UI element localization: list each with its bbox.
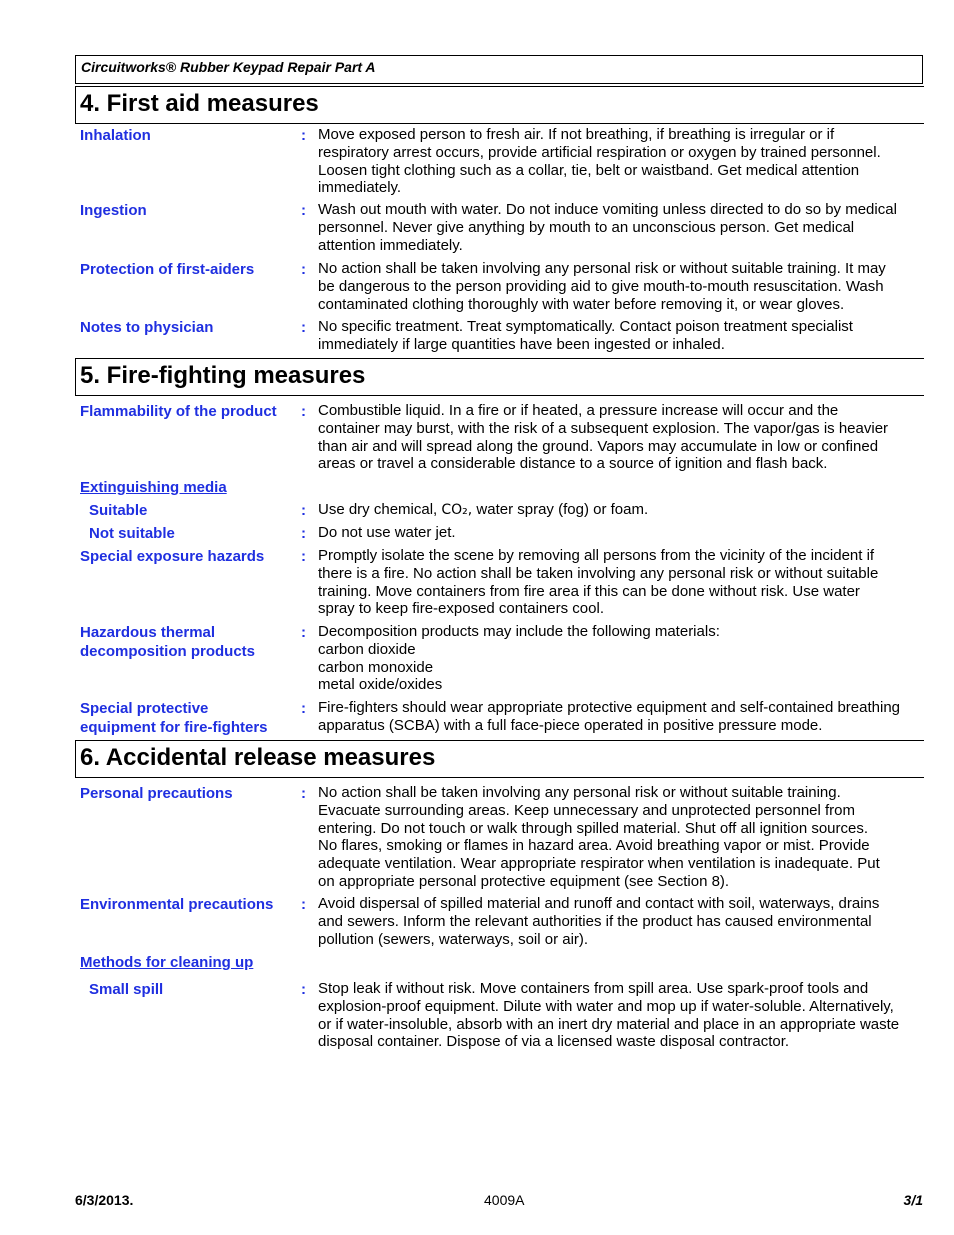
text-line: Move exposed person to fresh air. If not breathing, if breathing is irregular or if — [318, 126, 835, 143]
text-line: No flares, smoking or flames in hazard area. Avoid breathing vapor or mist. Provide — [318, 837, 870, 855]
text-line: Stop leak if without risk. Move containers from spill area. Use spark-proof tools and — [318, 980, 869, 997]
text-line: No specific treatment. Treat symptomatically. Contact poison treatment specialist — [318, 318, 853, 335]
text-line: metal oxide/oxides — [318, 676, 443, 694]
colon: : — [301, 525, 306, 542]
value-small-spill — [318, 980, 924, 1051]
colon: : — [301, 981, 306, 998]
value-personal-precautions — [318, 784, 924, 891]
colon: : — [301, 261, 306, 278]
product-name: Circuitworks® Rubber Keypad Repair Part A — [81, 59, 376, 75]
text-line: apparatus (SCBA) with a full face-piece operated in positive pressure mode. — [318, 716, 823, 734]
label-line: decomposition products — [80, 643, 256, 660]
text-line: attention immediately. — [318, 236, 463, 254]
label-protection-first-aiders: Protection of first-aiders — [80, 261, 255, 278]
text-line: immediately. — [318, 179, 402, 197]
footer-date: 6/3/2013. — [75, 1192, 134, 1208]
colon: : — [301, 502, 306, 519]
label-special-protective — [80, 699, 295, 737]
text-segment: water spray (fog) or foam. — [472, 501, 649, 518]
section-5-heading — [75, 358, 924, 396]
text-line: Avoid dispersal of spilled material and runoff and contact with soil, waterways, drains — [318, 895, 880, 912]
text-line: No action shall be taken involving any personal risk or without suitable training. — [318, 784, 841, 801]
section-6-title: 6. Accidental release measures — [80, 744, 436, 771]
label-personal-precautions: Personal precautions — [80, 785, 233, 802]
label-special-exposure: Special exposure hazards — [80, 548, 265, 565]
label-not-suitable: Not suitable — [89, 525, 175, 542]
text-line: spray to keep fire-exposed containers cool. — [318, 600, 604, 618]
section-5-title: 5. Fire-fighting measures — [80, 362, 366, 389]
value-special-exposure — [318, 547, 924, 618]
text-line: or if water-insoluble, absorb with an inert dry material and place in an appropriate waste — [318, 1015, 900, 1033]
colon: : — [301, 624, 306, 641]
text-line: areas or travel a considerable distance to a source of ignition and flash back. — [318, 455, 828, 473]
label-line: Hazardous thermal — [80, 624, 216, 641]
text-line: Evacuate surrounding areas. Keep unnecessary and unprotected personnel from — [318, 801, 856, 819]
label-environmental-precautions: Environmental precautions — [80, 896, 274, 913]
text-line: be dangerous to the person providing aid to give mouth-to-mouth resuscitation. Wash — [318, 277, 884, 295]
section-4-title: 4. First aid measures — [80, 90, 319, 117]
text-line: immediately if large quantities have been ingested or inhaled. — [318, 335, 725, 353]
text-line: Promptly isolate the scene by removing all persons from the vicinity of the incident if — [318, 547, 875, 564]
footer-document-code: 4009A — [484, 1192, 525, 1208]
colon: : — [301, 403, 306, 420]
text-line: Wash out mouth with water. Do not induce vomiting unless directed to do so by medical — [318, 201, 897, 218]
section-4-heading — [75, 86, 924, 124]
label-flammability: Flammability of the product — [80, 403, 277, 420]
value-special-protective — [318, 699, 924, 735]
label-line: Special protective — [80, 700, 209, 717]
value-ingestion — [318, 201, 924, 254]
text-line: entering. Do not touch or walk through spilled material. Shut off all ignition sources. — [318, 819, 869, 837]
label-small-spill: Small spill — [89, 981, 164, 998]
value-protection-first-aiders — [318, 260, 924, 313]
label-line: equipment for fire-fighters — [80, 719, 268, 736]
colon: : — [301, 700, 306, 717]
label-hazardous-thermal — [80, 623, 295, 661]
label-suitable: Suitable — [89, 502, 148, 519]
text-line: explosion-proof equipment. Dilute with water and mop up if water-soluble. Alternatively, — [318, 997, 894, 1015]
text-line: training. Move containers from fire area if this can be done without risk. Use water — [318, 582, 860, 600]
colon: : — [301, 785, 306, 802]
label-inhalation: Inhalation — [80, 127, 151, 144]
text-line: Combustible liquid. In a fire or if heated, a pressure increase will occur and the — [318, 402, 839, 419]
text-line: contaminated clothing thoroughly with water before removing it, or wear gloves. — [318, 295, 845, 313]
value-suitable — [318, 501, 924, 520]
value-notes-to-physician — [318, 318, 924, 354]
value-flammability — [318, 402, 924, 473]
text-line: there is a fire. No action shall be taken involving any personal risk or without suitable — [318, 564, 879, 582]
footer-page-number: 3/1 — [903, 1192, 923, 1208]
text-line: Decomposition products may include the following materials: — [318, 623, 720, 640]
text-line: on appropriate personal protective equipment (see Section 8). — [318, 872, 730, 890]
value-environmental-precautions — [318, 895, 924, 948]
text-line: personnel. Never give anything by mouth to an unconscious person. Get medical — [318, 218, 855, 236]
text-line: disposal container. Dispose of via a licensed waste disposal contractor. — [318, 1033, 790, 1051]
label-methods-cleaning-up: Methods for cleaning up — [80, 954, 254, 971]
text-line: respiratory arrest occurs, provide artificial respiration or oxygen by trained personnel. — [318, 143, 881, 161]
text-line: container may burst, with the risk of a subsequent explosion. The vapor/gas is heavier — [318, 419, 889, 437]
label-extinguishing-media: Extinguishing media — [80, 479, 227, 496]
text-line: adequate ventilation. Wear appropriate respirator when ventilation is inadequate. Put — [318, 855, 880, 873]
colon: : — [301, 319, 306, 336]
colon: : — [301, 202, 306, 219]
value-not-suitable: Do not use water jet. — [318, 524, 456, 541]
text-line: carbon monoxide — [318, 658, 434, 676]
text-line: than air and will spread along the ground. Vapors may accumulate in low or confined — [318, 437, 879, 455]
co2-formula: CO₂, — [441, 502, 473, 518]
text-line: carbon dioxide — [318, 640, 416, 658]
section-6-heading — [75, 740, 924, 778]
colon: : — [301, 127, 306, 144]
text-line: Fire-fighters should wear appropriate protective equipment and self-contained breathing — [318, 699, 901, 716]
value-inhalation — [318, 126, 924, 197]
text-line: pollution (sewers, waterways, soil or air). — [318, 930, 589, 948]
text-line: Loosen tight clothing such as a collar, tie, belt or waistband. Get medical attention — [318, 161, 860, 179]
colon: : — [301, 548, 306, 565]
label-notes-to-physician: Notes to physician — [80, 319, 214, 336]
document-header — [75, 55, 923, 84]
label-ingestion: Ingestion — [80, 202, 147, 219]
text-line: No action shall be taken involving any personal risk or without suitable training. It may — [318, 260, 886, 277]
value-hazardous-thermal — [318, 623, 924, 694]
text-line: and sewers. Inform the relevant authorities if the product has caused environmental — [318, 912, 872, 930]
text-segment: Use dry chemical, — [318, 501, 442, 518]
colon: : — [301, 896, 306, 913]
